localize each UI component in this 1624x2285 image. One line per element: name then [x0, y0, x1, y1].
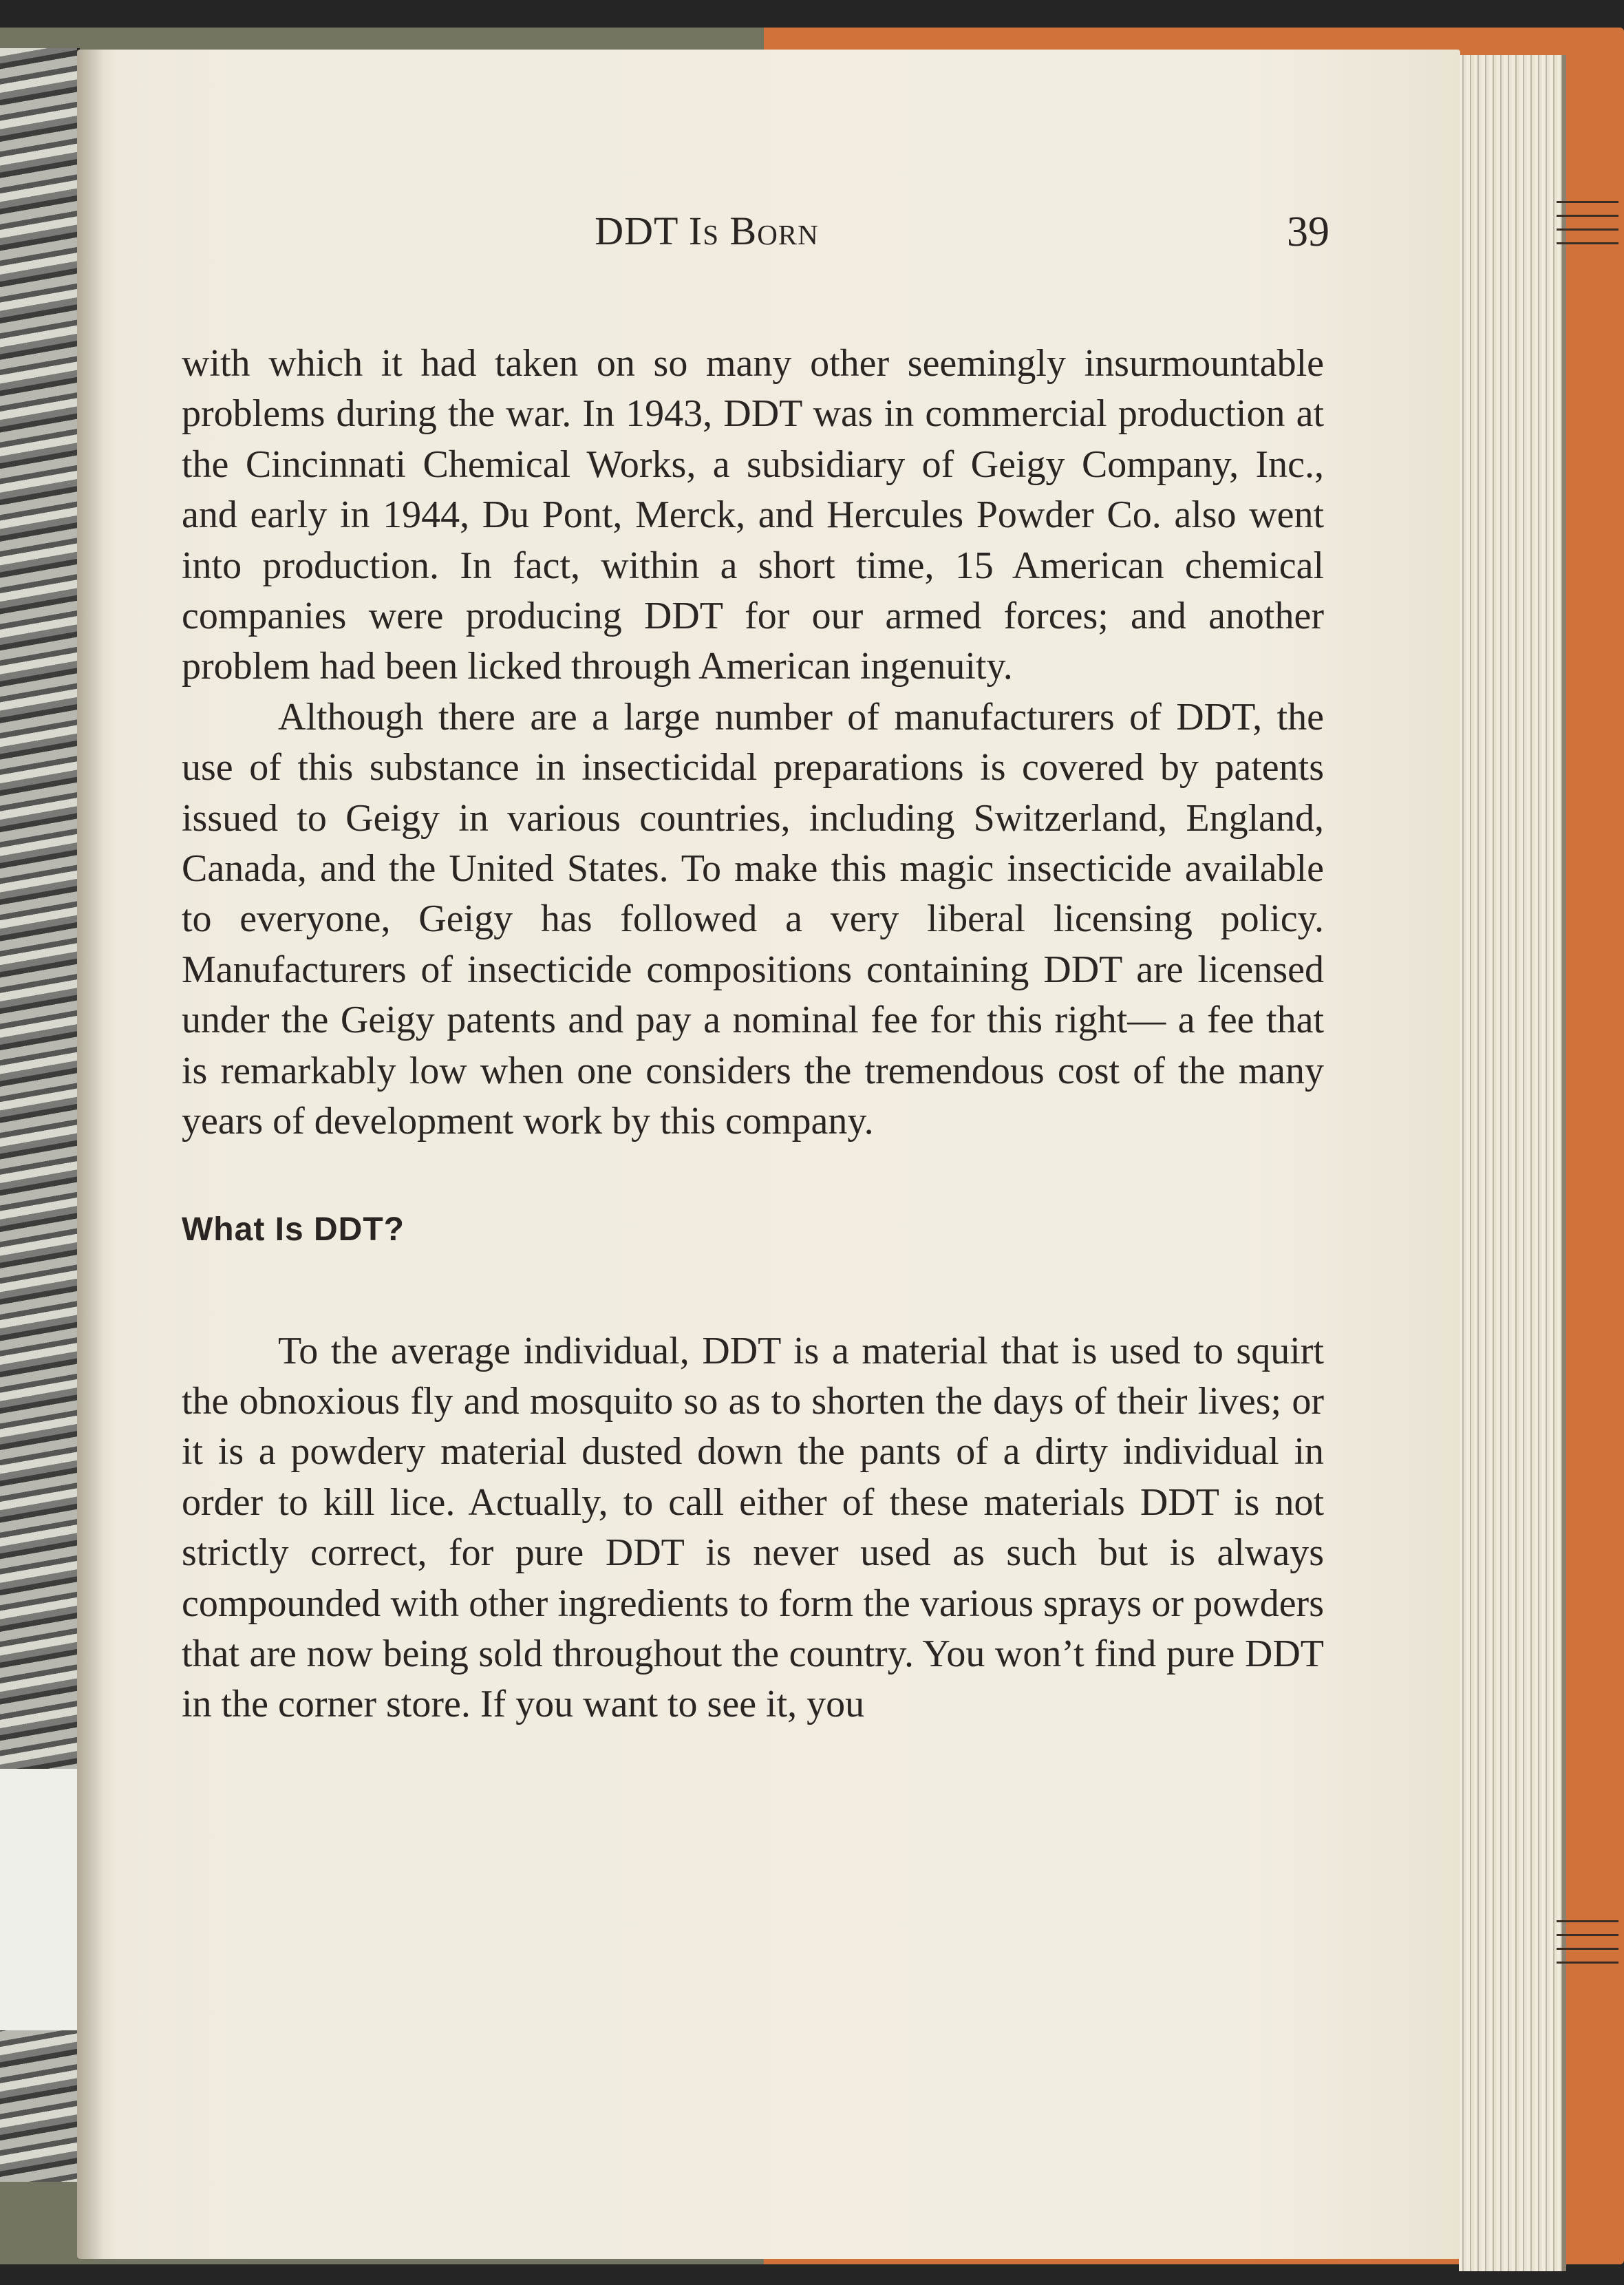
edge-mark: [1557, 215, 1618, 217]
edge-mark: [1557, 242, 1618, 244]
facing-photo-page: [0, 48, 80, 2182]
edge-mark: [1557, 1934, 1618, 1936]
edge-mark: [1557, 228, 1618, 231]
edge-mark: [1557, 1920, 1618, 1922]
edge-mark: [1557, 201, 1618, 203]
running-head: [180, 208, 1329, 277]
paragraph-1: with which it had taken on so many other seemingly insurmountable problems during the war. In 1943, DDT was in commercial production at the Cincinnati Chemical Works, a subsidiary of Geigy Company, Inc., and early in 1944, Du Pont, Merck, and Hercules Powder Co. also went into production. In fact, within a short time, 15 American chemical companies were producing DDT for our armed forces; and another problem had been licked through American ingenuity.: [182, 342, 1324, 688]
book-page: [77, 50, 1460, 2259]
body-text: [182, 339, 1324, 1730]
page-edges: [1459, 55, 1562, 2271]
page-number: 39: [1287, 209, 1329, 255]
section-heading: What Is DDT?: [182, 1211, 405, 1248]
edge-mark: [1557, 1948, 1618, 1950]
chapter-title: DDT Is Born: [595, 209, 819, 253]
photo-page-margin: [0, 1769, 77, 2030]
paragraph-3: To the average individual, DDT is a material that is used to squirt the obnoxious fly and mosquito so as to shorten the days of their lives; or it is a powdery material dusted down the pants of a dirty individual in order to kill lice. Actually, to call either of these materials DDT is not strictly correct, for pure DDT is never used as such but is always compounded with other ingredients to form the various sprays or powders that are now being sold throughout the country. You won’t find pure DDT in the corner store. If you want to see it, you: [182, 1329, 1324, 1726]
paragraph-2: Although there are a large number of manufacturers of DDT, the use of this substance in insecticidal preparations is covered by patents issued to Geigy in various countries, including Switzerland, England, Canada, and the United States. To make this magic insecticide available to everyone, Geigy has followed a very liberal licensing policy. Manufacturers of insecticide compositions containing DDT are licensed under the Geigy patents and pay a nominal fee for this right— a fee that is remarkably low when one considers the tremendous cost of the many years of development work by this company.: [182, 695, 1324, 1143]
edge-mark: [1557, 1962, 1618, 1964]
